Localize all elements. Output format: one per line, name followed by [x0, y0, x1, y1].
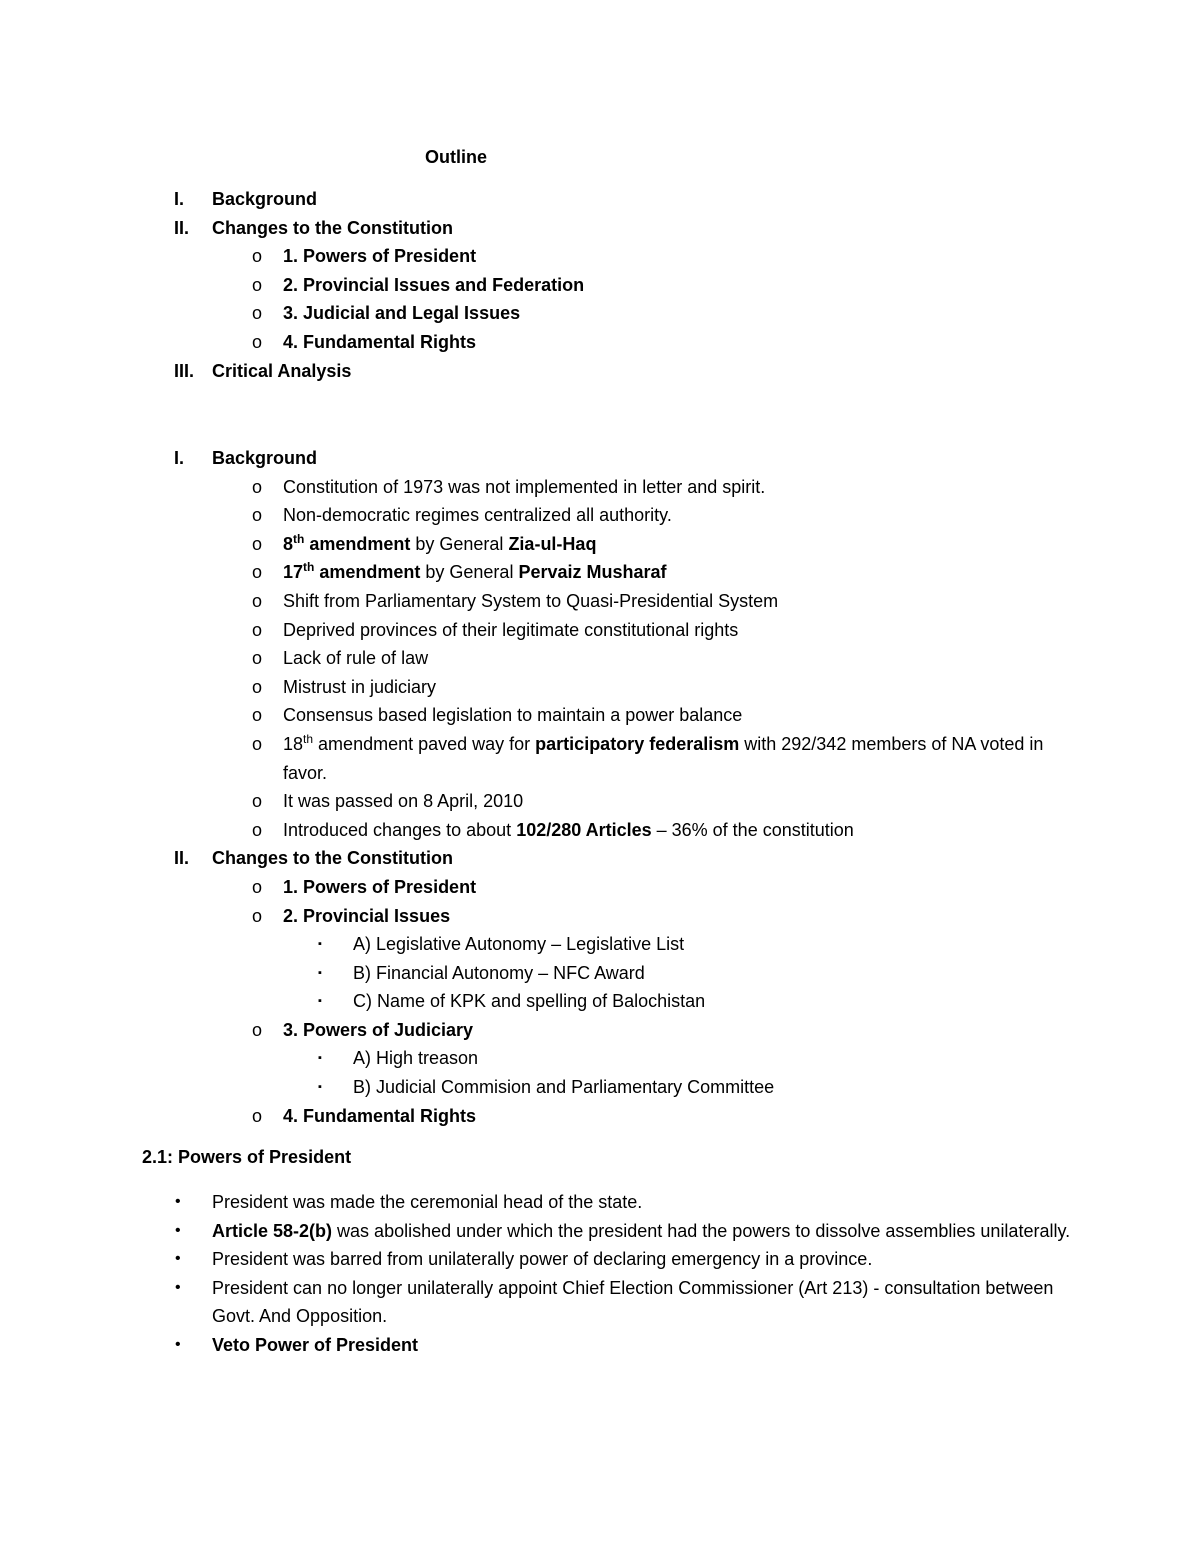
list-item: ▪ A) Legislative Autonomy – Legislative List [318, 934, 685, 955]
list-item: o Non-democratic regimes centralized all authority. [252, 505, 672, 526]
page-title: Outline [425, 147, 487, 167]
list-item: ▪ C) Name of KPK and spelling of Balochistan [318, 991, 706, 1012]
list-item: o 2. Provincial Issues and Federation [252, 274, 585, 295]
list-item: • President was barred from unilaterally power of declaring emergency in a province. [175, 1249, 873, 1270]
list-item: o 17th amendment by General Pervaiz Musharaf [252, 560, 667, 583]
list-item: • Veto Power of President [175, 1334, 419, 1355]
list-item: II. Changes to the Constitution [174, 217, 453, 238]
list-item: • Article 58-2(b) was abolished under which the president had the powers to dissolve assemblies unilaterally. [175, 1220, 1071, 1241]
list-item: o It was passed on 8 April, 2010 [252, 791, 524, 812]
list-item: o 4. Fundamental Rights [252, 1105, 477, 1126]
list-item: ▪ B) Judicial Commision and Parliamentary Committee [318, 1077, 775, 1098]
list-item: o 3. Judicial and Legal Issues [252, 303, 521, 324]
section-heading: II. Changes to the Constitution [174, 848, 453, 869]
list-item: o 1. Powers of President [252, 246, 477, 267]
list-item: o Mistrust in judiciary [252, 676, 437, 697]
list-item: o 3. Powers of Judiciary [252, 1019, 474, 1040]
background-section [0, 444, 1200, 1130]
list-item: III. Critical Analysis [174, 360, 352, 381]
list-item: o Introduced changes to about 102/280 Articles – 36% of the constitution [252, 819, 854, 840]
list-item: ▪ B) Financial Autonomy – NFC Award [318, 962, 645, 983]
list-item: I. Background [174, 189, 318, 209]
list-item: o Constitution of 1973 was not implemented in letter and spirit. [252, 476, 766, 497]
list-item: o Shift from Parliamentary System to Quasi-Presidential System [252, 590, 779, 611]
powers-of-president-list [0, 1188, 1200, 1360]
section-heading: 2.1: Powers of President [142, 1147, 352, 1167]
list-item: o 2. Provincial Issues [252, 905, 451, 926]
outline-list [0, 185, 1200, 385]
list-item: ▪ A) High treason [318, 1048, 479, 1069]
list-item: • President was made the ceremonial head of the state. [175, 1192, 643, 1212]
list-item: o Deprived provinces of their legitimate constitutional rights [252, 619, 739, 640]
list-item: • President can no longer unilaterally appoint Chief Election Commissioner (Art 213) - consultation between Govt. And Opposition. [175, 1277, 1054, 1327]
list-item: o Lack of rule of law [252, 648, 429, 669]
list-item: o 18th amendment paved way for participatory federalism with 292/342 members of NA voted in favor. [252, 731, 1044, 783]
list-item: o 1. Powers of President [252, 876, 477, 897]
section-heading: I. Background [174, 448, 318, 468]
list-item: o 8th amendment by General Zia-ul-Haq [252, 531, 597, 554]
list-item: o 4. Fundamental Rights [252, 331, 477, 352]
list-item: o Consensus based legislation to maintain a power balance [252, 705, 743, 726]
